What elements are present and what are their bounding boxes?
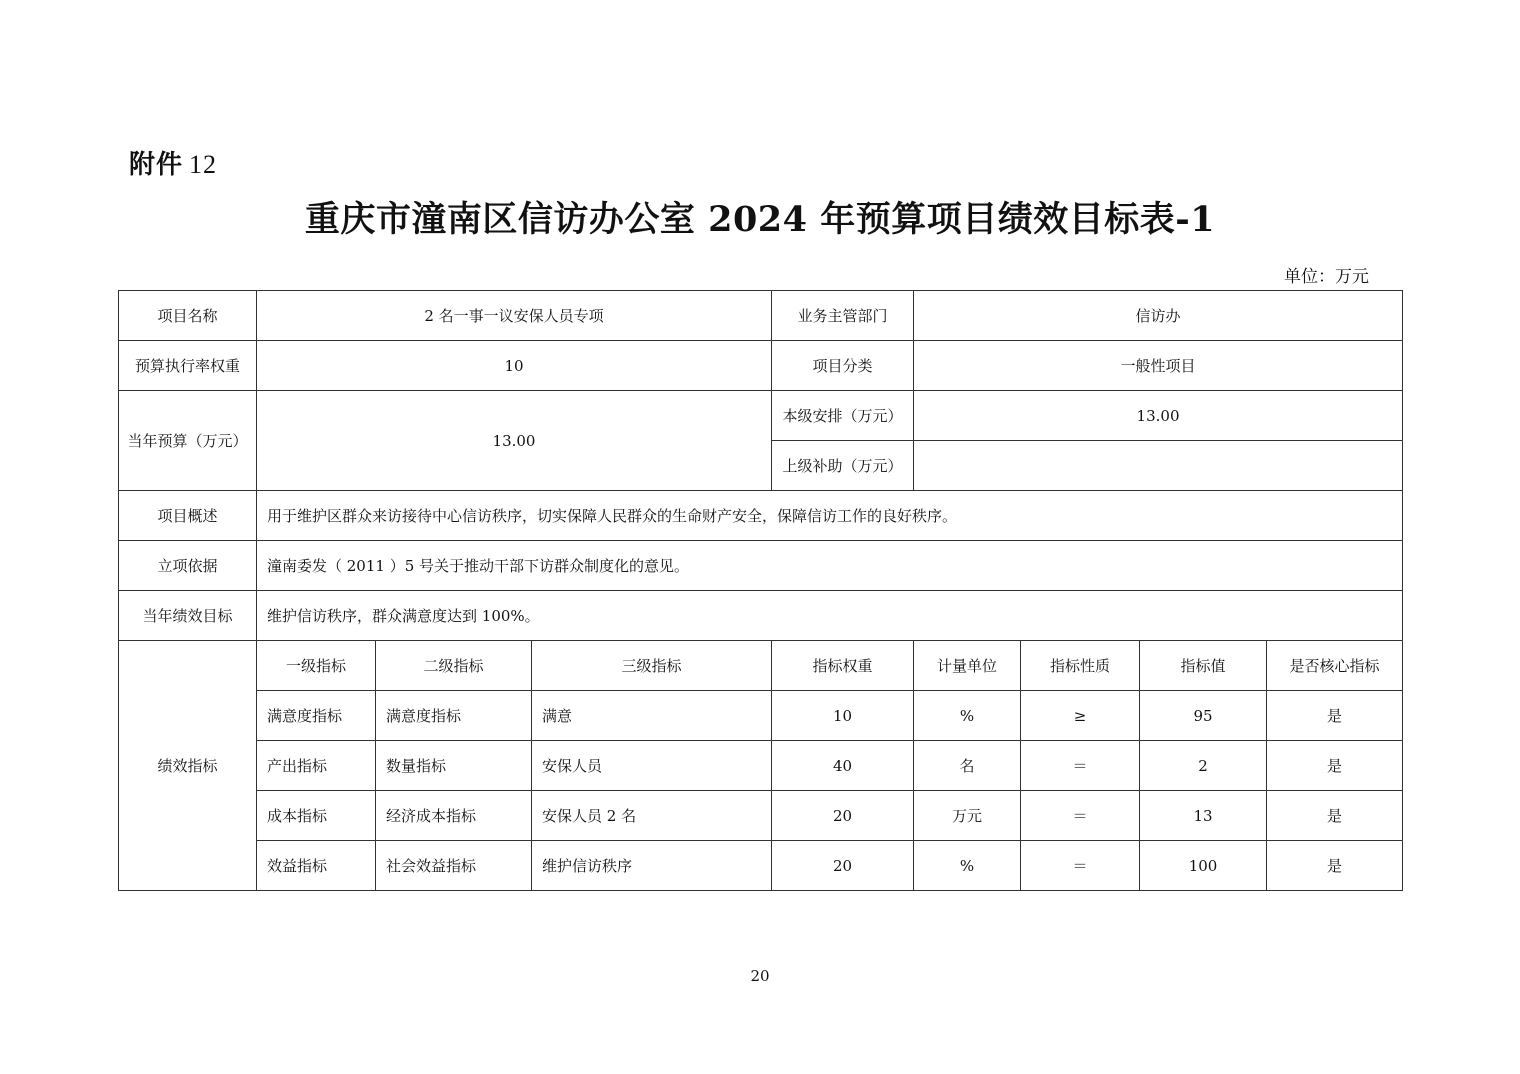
nature-cell: ＝ [1021,741,1140,791]
level2-cell: 经济成本指标 [376,791,532,841]
page-title: 重庆市潼南区信访办公室 2024 年预算项目绩效目标表-1 [304,199,1216,240]
value-cell: 100 [1140,841,1267,891]
unit-label: 单位：万元 [1284,267,1369,287]
overview-value: 用于维护区群众来访接待中心信访秩序，切实保障人民群众的生命财产安全，保障信访工作的良好秩序。 [257,491,1403,541]
nature-cell: ≥ [1021,691,1140,741]
project-name-value: 2 名一事一议安保人员专项 [257,291,772,341]
header-weight: 指标权重 [772,641,914,691]
value-cell: 13 [1140,791,1267,841]
core-cell: 是 [1267,791,1403,841]
page-number: 20 [750,967,770,985]
header-unit: 计量单位 [914,641,1021,691]
level2-cell: 数量指标 [376,741,532,791]
row-overview [119,491,1403,541]
weight-cell: 40 [772,741,914,791]
weight-value: 10 [257,341,772,391]
upper-label: 上级补助（万元） [772,441,914,491]
attachment-number: 12 [189,150,218,179]
row-goal [119,591,1403,641]
level1-cell: 产出指标 [257,741,376,791]
category-value: 一般性项目 [914,341,1403,391]
nature-cell: ＝ [1021,841,1140,891]
core-cell: 是 [1267,691,1403,741]
level1-cell: 满意度指标 [257,691,376,741]
local-label: 本级安排（万元） [772,391,914,441]
category-label: 项目分类 [772,341,914,391]
basis-label: 立项依据 [119,541,257,591]
row-project-name [119,291,1403,341]
core-cell: 是 [1267,841,1403,891]
upper-value [914,441,1403,491]
table-row [119,691,1403,741]
level3-cell: 安保人员 2 名 [532,791,772,841]
level3-cell: 安保人员 [532,741,772,791]
header-core: 是否核心指标 [1267,641,1403,691]
table-row [119,791,1403,841]
unit-cell: 万元 [914,791,1021,841]
level1-cell: 成本指标 [257,791,376,841]
budget-label: 当年预算（万元） [119,391,257,491]
basis-value: 潼南委发（ 2011 ）5 号关于推动干部下访群众制度化的意见。 [257,541,1403,591]
unit-cell: 名 [914,741,1021,791]
level2-cell: 社会效益指标 [376,841,532,891]
header-level2: 二级指标 [376,641,532,691]
weight-cell: 10 [772,691,914,741]
header-value: 指标值 [1140,641,1267,691]
value-cell: 2 [1140,741,1267,791]
goal-value: 维护信访秩序，群众满意度达到 100%。 [257,591,1403,641]
weight-cell: 20 [772,841,914,891]
header-level1: 一级指标 [257,641,376,691]
core-cell: 是 [1267,741,1403,791]
indicator-section-label: 绩效指标 [119,641,257,891]
weight-cell: 20 [772,791,914,841]
indicator-header-row [119,641,1403,691]
project-name-label: 项目名称 [119,291,257,341]
level3-cell: 维护信访秩序 [532,841,772,891]
table-row [119,841,1403,891]
weight-label: 预算执行率权重 [119,341,257,391]
dept-value: 信访办 [914,291,1403,341]
table-row [119,741,1403,791]
value-cell: 95 [1140,691,1267,741]
row-weight [119,341,1403,391]
row-budget [119,391,1403,441]
level1-cell: 效益指标 [257,841,376,891]
level3-cell: 满意 [532,691,772,741]
performance-table [118,290,1403,891]
level2-cell: 满意度指标 [376,691,532,741]
row-basis [119,541,1403,591]
attachment-label [129,144,217,181]
nature-cell: ＝ [1021,791,1140,841]
attachment-text: 附件 [129,150,184,180]
unit-cell: % [914,841,1021,891]
local-value: 13.00 [914,391,1403,441]
goal-label: 当年绩效目标 [119,591,257,641]
header-level3: 三级指标 [532,641,772,691]
budget-value: 13.00 [257,391,772,491]
header-nature: 指标性质 [1021,641,1140,691]
overview-label: 项目概述 [119,491,257,541]
dept-label: 业务主管部门 [772,291,914,341]
unit-cell: % [914,691,1021,741]
